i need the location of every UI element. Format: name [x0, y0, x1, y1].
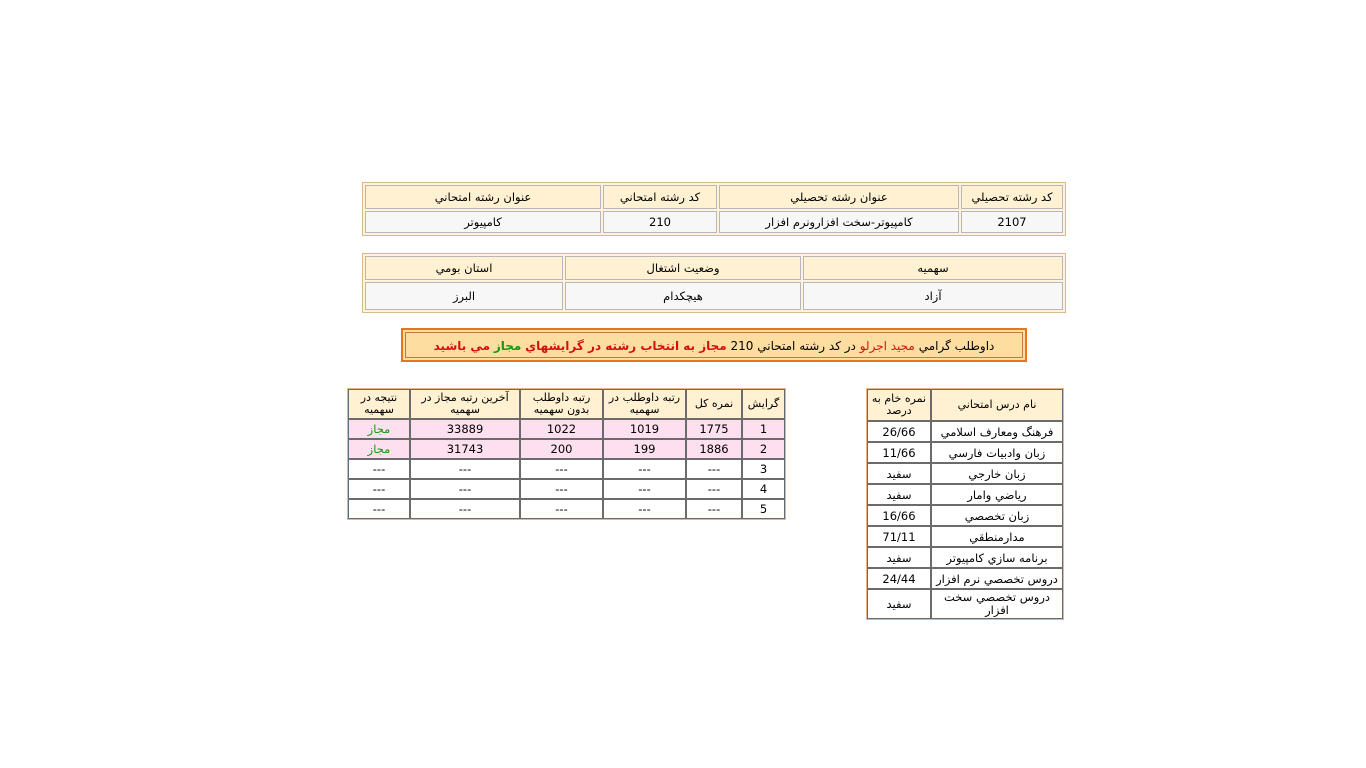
result-cell: --- [348, 479, 410, 499]
course-score: سفيد [867, 589, 931, 619]
rank-cell: 1 [742, 419, 785, 439]
rank-cell: 3 [742, 459, 785, 479]
value-field-code: 2107 [961, 211, 1063, 233]
eligibility-message [405, 332, 1023, 358]
result-cell: مجاز [348, 419, 410, 439]
candidate-name: مجيد اجرلو [859, 339, 915, 353]
value-exam-title: کامپيوتر [365, 211, 601, 233]
table-row [348, 439, 785, 459]
rank-cell: 4 [742, 479, 785, 499]
course-name: فرهنگ ومعارف اسلامي [931, 421, 1063, 442]
rank-header-quota-rank: رتبه داوطلب در سهميه [603, 389, 686, 419]
rank-header-last-allowed-rank: آخرين رتبه مجاز در سهميه [410, 389, 520, 419]
result-cell: --- [348, 499, 410, 519]
rank-cell: 2 [742, 439, 785, 459]
header-exam-code: کد رشته امتحاني [603, 185, 717, 209]
rank-table [347, 388, 786, 520]
rank-cell: --- [520, 479, 603, 499]
rank-cell: 33889 [410, 419, 520, 439]
course-name: برنامه سازي کامپيوتر [931, 547, 1063, 568]
rank-cell: 5 [742, 499, 785, 519]
field-info-table [362, 182, 1066, 236]
course-score: 16/66 [867, 505, 931, 526]
rank-cell: --- [603, 479, 686, 499]
field-info-panel [362, 182, 1066, 236]
value-quota: آزاد [803, 282, 1063, 310]
table-row [348, 419, 785, 439]
score-panel [866, 388, 1064, 620]
message-greeting: داوطلب گرامي [918, 339, 995, 353]
rank-cell: 1886 [686, 439, 742, 459]
course-score: 71/11 [867, 526, 931, 547]
rank-cell: --- [603, 499, 686, 519]
table-row [867, 421, 1063, 442]
rank-cell: 31743 [410, 439, 520, 459]
rank-cell: --- [520, 499, 603, 519]
course-score: 26/66 [867, 421, 931, 442]
course-name: زبان خارجي [931, 463, 1063, 484]
table-row [348, 459, 785, 479]
table-row [867, 589, 1063, 619]
rank-cell: --- [410, 479, 520, 499]
header-field-code: کد رشته تحصيلي [961, 185, 1063, 209]
rank-header-result: نتيجه در سهميه [348, 389, 410, 419]
rank-cell: 199 [603, 439, 686, 459]
course-name: زبان وادبيات فارسي [931, 442, 1063, 463]
course-score: 24/44 [867, 568, 931, 589]
score-header-course: نام درس امتحاني [931, 389, 1063, 421]
rank-cell: --- [603, 459, 686, 479]
course-score: سفيد [867, 484, 931, 505]
rank-header-branch: گرايش [742, 389, 785, 419]
rank-cell: --- [686, 459, 742, 479]
header-native-province: استان بومي [365, 256, 563, 280]
rank-cell: --- [410, 499, 520, 519]
score-table [866, 388, 1064, 620]
course-score: سفيد [867, 547, 931, 568]
message-ending: مي باشيد [433, 339, 490, 353]
rank-cell: --- [520, 459, 603, 479]
course-name: مدارمنطقي [931, 526, 1063, 547]
course-name: رياضي وامار [931, 484, 1063, 505]
eligibility-message-box [401, 328, 1027, 362]
course-name: زبان تخصصي [931, 505, 1063, 526]
header-field-title: عنوان رشته تحصيلي [719, 185, 959, 209]
header-exam-title: عنوان رشته امتحاني [365, 185, 601, 209]
course-name: دروس تخصصي نرم افزار [931, 568, 1063, 589]
value-exam-code: 210 [603, 211, 717, 233]
table-row [867, 463, 1063, 484]
table-row [867, 484, 1063, 505]
table-row [867, 442, 1063, 463]
rank-cell: 1022 [520, 419, 603, 439]
value-field-title: کامپيوتر-سخت افزارونرم افزار [719, 211, 959, 233]
score-header-percent: نمره خام به درصد [867, 389, 931, 421]
rank-cell: 1775 [686, 419, 742, 439]
rank-panel [347, 388, 786, 520]
table-row [348, 479, 785, 499]
course-score: 11/66 [867, 442, 931, 463]
result-cell: --- [348, 459, 410, 479]
table-row [867, 526, 1063, 547]
course-name: دروس تخصصي سخت افزار [931, 589, 1063, 619]
table-row [867, 568, 1063, 589]
value-employment-status: هيچکدام [565, 282, 801, 310]
header-quota: سهميه [803, 256, 1063, 280]
result-cell: مجاز [348, 439, 410, 459]
rank-cell: 1019 [603, 419, 686, 439]
quota-info-table [362, 253, 1066, 313]
table-row [867, 505, 1063, 526]
message-allowed-word: مجاز [493, 339, 522, 353]
course-score: سفيد [867, 463, 931, 484]
quota-info-panel [362, 253, 1066, 313]
rank-header-total-score: نمره کل [686, 389, 742, 419]
message-exam-code: در کد رشته امتحاني 210 [730, 339, 856, 353]
value-native-province: البرز [365, 282, 563, 310]
table-row [348, 499, 785, 519]
message-allowed-text: مجاز به انتخاب رشته در گرايشهاي [525, 339, 727, 353]
rank-cell: --- [410, 459, 520, 479]
header-employment-status: وضعيت اشتغال [565, 256, 801, 280]
rank-cell: --- [686, 479, 742, 499]
rank-cell: 200 [520, 439, 603, 459]
table-row [867, 547, 1063, 568]
rank-cell: --- [686, 499, 742, 519]
rank-header-free-rank: رتبه داوطلب بدون سهميه [520, 389, 603, 419]
